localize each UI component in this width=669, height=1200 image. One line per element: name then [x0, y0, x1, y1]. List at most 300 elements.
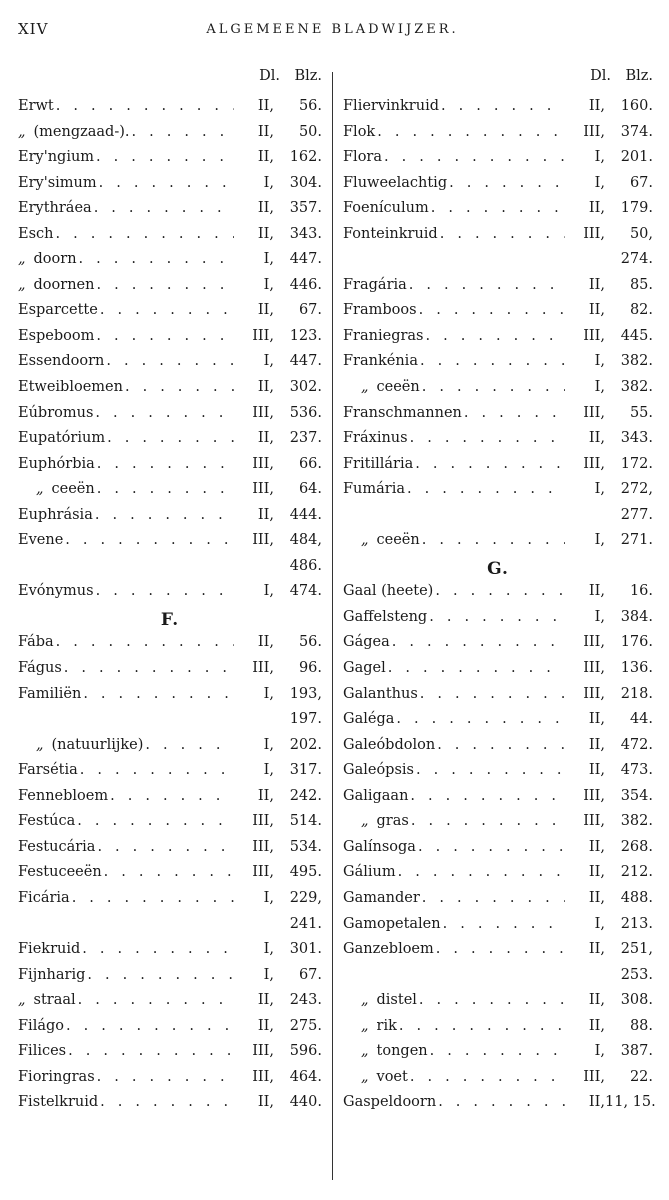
index-entry [343, 452, 653, 478]
entry-term-text: Ery'simum [18, 174, 97, 191]
page-ref: 85. [629, 276, 653, 293]
ditto-mark: „ [361, 992, 369, 1009]
entry-term [18, 324, 94, 350]
entry-term-text: Essendoorn [18, 353, 105, 370]
index-continuation-row [343, 247, 653, 273]
volume-ref: III, [583, 787, 605, 804]
entry-term-text: Fijnharig [18, 966, 86, 983]
entry-term-text: Filágo [18, 1017, 64, 1034]
page-ref: 16. [629, 583, 653, 600]
entry-term-text: tongen [376, 1043, 428, 1060]
entry-term-text: Erythráea [18, 200, 92, 217]
ditto-mark: „ [18, 276, 26, 293]
page-ref: 486. [289, 557, 322, 574]
entry-term-text: gras [376, 813, 409, 830]
entry-term [18, 273, 94, 299]
entry-term [18, 145, 94, 171]
volume-ref: III, [252, 404, 274, 421]
entry-term [343, 94, 439, 120]
entry-term-text: Galanthus [343, 685, 418, 702]
leader-dots [414, 758, 565, 784]
volume-ref: I, [263, 276, 274, 293]
index-entry [343, 324, 653, 350]
entry-term [18, 222, 54, 248]
entry-term [343, 630, 390, 656]
leader-dots [408, 1065, 565, 1091]
leader-dots [428, 1039, 565, 1065]
volume-ref: I, [263, 251, 274, 268]
leader-dots [435, 733, 565, 759]
entry-term-text: Esparcette [18, 302, 98, 319]
page-ref: 382. [620, 813, 653, 830]
entry-term-text: Galeópsis [343, 762, 414, 779]
entry-term [343, 860, 396, 886]
page-ref: 55. [629, 404, 653, 421]
volume-ref: I, [263, 353, 274, 370]
index-entry [343, 860, 653, 886]
entry-term-text: Festúca [18, 813, 76, 830]
index-entry [18, 401, 322, 427]
entry-term-text: Fliervinkruid [343, 98, 439, 114]
leader-dots [427, 605, 565, 631]
page-ref: 160. [620, 98, 653, 114]
entry-term-text: (natuurlijke) [51, 736, 144, 753]
volume-ref: II, [588, 430, 605, 447]
entry-term-text: Erwt [18, 98, 54, 114]
ditto-mark: „ [361, 532, 369, 549]
leader-dots [417, 298, 565, 324]
index-entry [343, 273, 653, 299]
leader-dots [382, 145, 565, 171]
page-ref: 447. [289, 353, 322, 370]
page-ref: 67. [298, 302, 322, 319]
volume-ref: II, [588, 864, 605, 881]
volume-ref: II, [588, 1094, 605, 1111]
index-entry [343, 656, 653, 682]
leader-dots [390, 630, 565, 656]
entry-term-text: Familiën [18, 685, 82, 702]
volume-ref: III, [583, 404, 605, 421]
index-entry [18, 733, 322, 759]
index-entry [343, 937, 653, 963]
leader-dots [424, 324, 566, 350]
leader-dots [438, 222, 565, 248]
leader-dots [408, 784, 565, 810]
entry-term-text: Fráxinus [343, 430, 408, 447]
entry-term [18, 298, 98, 324]
entry-term [18, 963, 85, 989]
index-entry [18, 247, 322, 273]
index-entry [18, 120, 322, 146]
index-continuation-row [343, 963, 653, 989]
page-ref: 304. [289, 174, 322, 191]
entry-term [18, 528, 63, 554]
leader-dots [409, 809, 565, 835]
leader-dots [92, 196, 234, 222]
leader-dots [95, 452, 234, 478]
entry-term [18, 809, 75, 835]
volume-ref: II, [257, 1017, 274, 1034]
volume-ref: I, [594, 353, 605, 370]
page-ref: 22. [629, 1068, 653, 1085]
entry-term-text: Fluweelachtig [343, 174, 448, 191]
entry-term [18, 401, 93, 427]
index-entry [18, 426, 322, 452]
index-entry [18, 886, 322, 912]
entry-term [343, 656, 386, 682]
page-ref: 212. [620, 864, 653, 881]
volume-ref: III, [252, 813, 274, 830]
index-entry [343, 682, 653, 708]
volume-ref: II, [257, 149, 274, 166]
entry-term-text: voet [376, 1068, 408, 1085]
index-entry [18, 1065, 322, 1091]
entry-term-text: distel [376, 992, 417, 1009]
volume-ref: III, [583, 685, 605, 702]
index-entry [18, 222, 322, 248]
volume-ref: II, [588, 736, 605, 753]
volume-ref: II, [257, 379, 274, 396]
ditto-mark: „ [18, 251, 26, 268]
entry-term [18, 988, 76, 1014]
leader-dots [394, 707, 565, 733]
page-ref: 11, 15. [605, 1094, 656, 1111]
page-header [18, 20, 647, 44]
page-ref: 136. [620, 660, 653, 677]
entry-term [343, 835, 416, 861]
page-ref: 277. [620, 506, 653, 523]
entry-term [18, 835, 95, 861]
entry-term [18, 196, 92, 222]
index-entry [343, 733, 653, 759]
volume-ref: I, [594, 481, 605, 498]
index-entry [343, 120, 653, 146]
ditto-mark: „ [36, 481, 44, 498]
entry-term-text: Fiekruid [18, 941, 81, 958]
leader-dots [70, 886, 234, 912]
leader-dots [420, 375, 565, 401]
entry-term [343, 528, 420, 554]
volume-ref: III, [252, 327, 274, 344]
entry-term [343, 682, 418, 708]
leader-dots [407, 273, 565, 299]
leader-dots [429, 196, 565, 222]
entry-term [18, 860, 102, 886]
volume-ref: III, [583, 660, 605, 677]
leader-dots [105, 426, 234, 452]
leader-dots [123, 375, 234, 401]
leader-dots [76, 988, 234, 1014]
page-ref: 382. [620, 379, 653, 396]
leader-dots [78, 758, 234, 784]
entry-term [343, 733, 435, 759]
index-entry [343, 298, 653, 324]
leader-dots [93, 401, 234, 427]
entry-term-text: Esch [18, 225, 54, 242]
volume-ref: II, [257, 200, 274, 217]
index-entry [18, 528, 322, 554]
leader-dots [98, 1090, 234, 1116]
leader-dots [396, 860, 565, 886]
entry-term [18, 784, 108, 810]
entry-term [343, 1090, 436, 1116]
leader-dots [447, 171, 565, 197]
page-ref: 56. [298, 98, 322, 114]
entry-term-text: Gálium [343, 864, 396, 881]
index-entry [18, 477, 322, 503]
ditto-mark: „ [361, 1043, 369, 1060]
entry-term [18, 120, 130, 146]
page-ref: 301. [289, 941, 322, 958]
volume-ref: II, [257, 992, 274, 1009]
entry-term [343, 477, 405, 503]
page-ref: 472. [620, 736, 653, 753]
index-entry [18, 835, 322, 861]
entry-term [18, 171, 97, 197]
page-ref: 123. [289, 327, 322, 344]
volume-ref: I, [263, 736, 274, 753]
page-ref: 172. [620, 455, 653, 472]
page-ref: 179. [620, 200, 653, 217]
index-entry [18, 94, 322, 120]
entry-term [18, 1090, 98, 1116]
index-entry [343, 196, 653, 222]
index-entry [343, 1014, 653, 1040]
entry-term-text: Galéga [343, 711, 395, 728]
right-entries [343, 94, 656, 1116]
index-entry [18, 375, 322, 401]
blz-heading: Blz. [294, 68, 322, 84]
entry-term-text: Fonteinkruid [343, 225, 438, 242]
page-ref: 474. [289, 583, 322, 600]
leader-dots [418, 349, 565, 375]
entry-term [343, 912, 441, 938]
volume-ref: I, [594, 915, 605, 932]
index-entry [343, 349, 653, 375]
leader-dots [77, 247, 234, 273]
index-entry [343, 145, 653, 171]
entry-term [343, 120, 375, 146]
entry-term-text: Eúbromus [18, 404, 94, 421]
page-ref: 343. [289, 225, 322, 242]
volume-ref: II, [257, 430, 274, 447]
leader-dots [75, 809, 234, 835]
leader-dots [93, 503, 234, 529]
leader-dots [94, 273, 234, 299]
leader-dots [413, 452, 565, 478]
page-ref: 64. [298, 481, 322, 498]
leader-dots [420, 886, 565, 912]
entry-term-text: Galeóbdolon [343, 736, 436, 753]
volume-ref: II, [257, 634, 274, 651]
leader-dots [66, 1039, 234, 1065]
ditto-mark: „ [361, 813, 369, 830]
entry-term [18, 579, 94, 605]
index-entry [18, 937, 322, 963]
volume-ref: III, [583, 634, 605, 651]
leader-dots [386, 656, 565, 682]
entry-term [343, 273, 407, 299]
page-ref: 343. [620, 430, 653, 447]
volume-ref: III, [583, 1068, 605, 1085]
volume-ref: II, [257, 302, 274, 319]
volume-ref: II, [257, 123, 274, 140]
index-entry [18, 503, 322, 529]
leader-dots [416, 835, 565, 861]
volume-ref: III, [583, 455, 605, 472]
entry-term [343, 145, 382, 171]
page-ref: 596. [289, 1043, 322, 1060]
page-ref: 275. [289, 1017, 322, 1034]
page-ref: 268. [620, 838, 653, 855]
page-ref: 534. [289, 838, 322, 855]
index-continuation-row [18, 707, 322, 733]
page-ref: 445. [620, 327, 653, 344]
entry-term-text: Gamander [343, 889, 420, 906]
entry-term [18, 375, 123, 401]
leader-dots [54, 222, 235, 248]
entry-term-text: Fragária [343, 276, 407, 293]
page-ref: 201. [620, 149, 653, 166]
entry-term-text: Festucária [18, 838, 96, 855]
index-entry [18, 809, 322, 835]
entry-term-text: Fistelkruid [18, 1094, 99, 1111]
index-entry [18, 145, 322, 171]
left-column [18, 68, 322, 1116]
leader-dots [441, 912, 565, 938]
leader-dots [418, 682, 565, 708]
page-ref: 202. [289, 736, 322, 753]
entry-term-text: Espeboom [18, 327, 95, 344]
entry-term-text: Filices [18, 1043, 67, 1060]
volume-ref: I, [263, 889, 274, 906]
volume-ref: I, [263, 941, 274, 958]
volume-ref: III, [252, 660, 274, 677]
index-entry [18, 196, 322, 222]
leader-dots [408, 426, 565, 452]
index-entry [343, 171, 653, 197]
page-ref: 241. [289, 915, 322, 932]
page-ref: 488. [620, 889, 653, 906]
page-ref: 444. [289, 506, 322, 523]
entry-term-text: Fennebloem [18, 787, 109, 804]
leader-dots [64, 1014, 234, 1040]
page-ref: 447. [289, 251, 322, 268]
page-ref: 218. [620, 685, 653, 702]
entry-term-text: Fágus [18, 660, 62, 677]
entry-term [343, 937, 434, 963]
entry-term-text: Gaal (heete) [343, 583, 434, 600]
page-ref: 317. [289, 762, 322, 779]
volume-ref: II, [257, 98, 274, 114]
page-ref: 473. [620, 762, 653, 779]
leader-dots [104, 349, 234, 375]
volume-ref: II, [588, 838, 605, 855]
entry-term [343, 809, 409, 835]
volume-ref: II, [588, 992, 605, 1009]
leader-dots [462, 401, 565, 427]
entry-term [343, 1039, 428, 1065]
volume-ref: III, [583, 327, 605, 344]
entry-term [18, 477, 95, 503]
entry-term-text: Etweibloemen [18, 379, 123, 396]
entry-term [343, 784, 408, 810]
entry-term-text: ceeën [376, 532, 420, 549]
volume-ref: III, [252, 838, 274, 855]
column-divider [332, 72, 333, 1180]
leader-dots [98, 298, 234, 324]
entry-term [343, 196, 429, 222]
entry-term-text: ceeën [376, 379, 420, 396]
leader-dots [63, 528, 234, 554]
page-ref: 82. [629, 302, 653, 319]
entry-term-text: Fumária [343, 481, 406, 498]
leader-dots [95, 477, 234, 503]
entry-term [18, 1014, 64, 1040]
volume-ref: II, [588, 583, 605, 600]
ditto-mark: „ [18, 123, 26, 140]
index-entry [343, 835, 653, 861]
leader-dots [54, 94, 234, 120]
page-ref: 229, [289, 889, 322, 906]
volume-ref: I, [594, 1043, 605, 1060]
entry-term [343, 886, 420, 912]
index-entry [18, 784, 322, 810]
entry-term-text: Galigaan [343, 787, 409, 804]
index-entry [18, 324, 322, 350]
volume-ref: III, [252, 532, 274, 549]
entry-term [18, 503, 93, 529]
left-entries [18, 94, 322, 1116]
entry-term-text: Eupatórium [18, 430, 106, 447]
index-entry [18, 171, 322, 197]
blz-heading: Blz. [625, 68, 653, 84]
index-entry [343, 375, 653, 401]
leader-dots [102, 860, 234, 886]
volume-ref: II, [588, 200, 605, 217]
entry-term [343, 298, 417, 324]
volume-ref: I, [594, 379, 605, 396]
index-entry [343, 758, 653, 784]
entry-term [18, 426, 105, 452]
leader-dots [375, 120, 565, 146]
index-entry [18, 860, 322, 886]
entry-term-text: Galínsoga [343, 838, 416, 855]
page-ref: 387. [620, 1043, 653, 1060]
entry-term-text: Franiegras [343, 327, 424, 344]
volume-ref: III, [252, 1043, 274, 1060]
leader-dots [397, 1014, 565, 1040]
entry-term-text: Ganzebloem [343, 941, 434, 958]
entry-term-text: Framboos [343, 302, 417, 319]
page-ref: 382. [620, 353, 653, 370]
volume-ref: III, [252, 1068, 274, 1085]
volume-ref: III, [583, 225, 605, 242]
leader-dots [97, 171, 234, 197]
entry-term-text: Flora [343, 149, 383, 166]
page-ref: 357. [289, 200, 322, 217]
entry-term-text: straal [33, 992, 76, 1009]
entry-term-text: Fába [18, 634, 54, 651]
index-entry [18, 758, 322, 784]
entry-term-text: Fritillária [343, 455, 414, 472]
entry-term-text: Euphórbia [18, 455, 95, 472]
leader-dots [433, 579, 565, 605]
volume-ref: I, [594, 532, 605, 549]
index-entry [18, 656, 322, 682]
index-entry [343, 222, 653, 248]
page-ref: 384. [620, 608, 653, 625]
